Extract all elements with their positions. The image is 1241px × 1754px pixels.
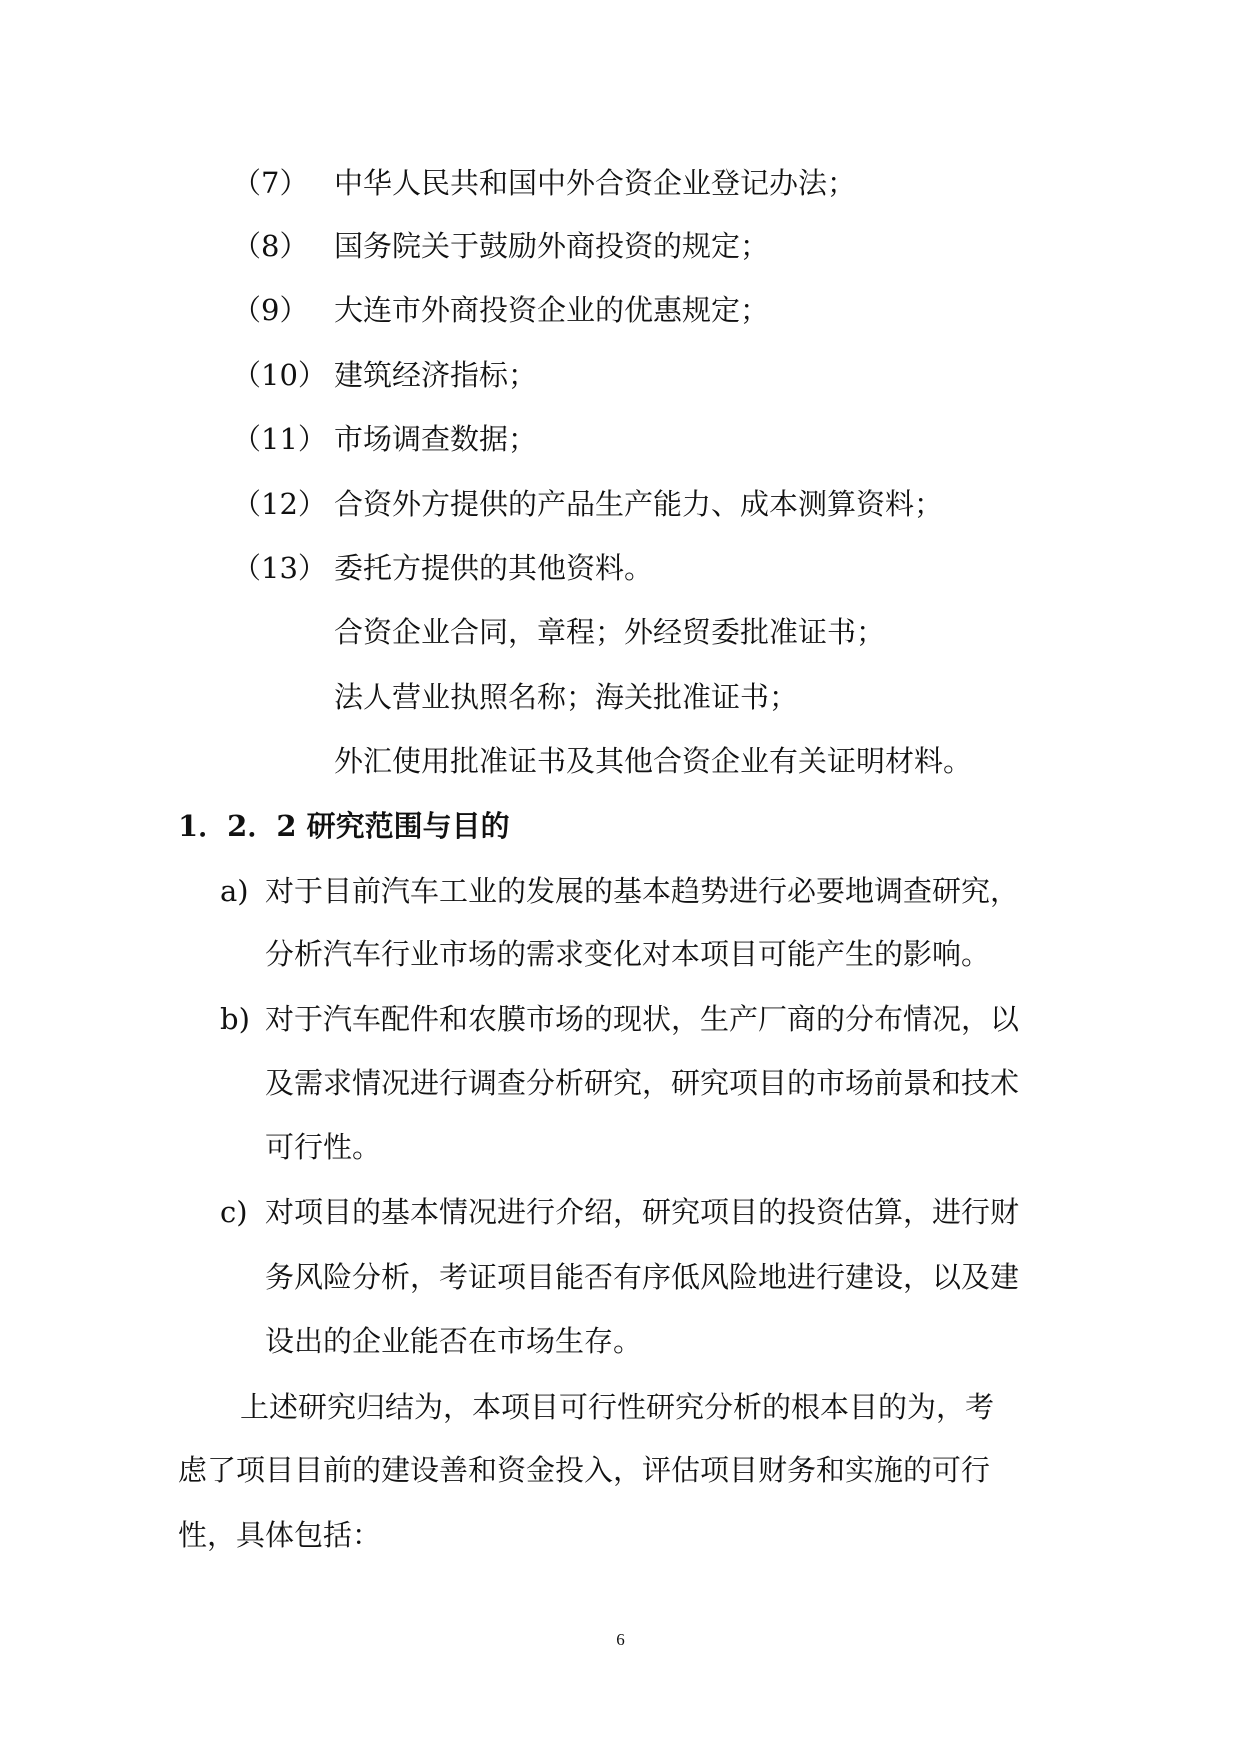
paragraph-line: 虑了项目目前的建设善和资金投入，评估项目财务和实施的可行 [178, 1453, 991, 1487]
sub-item: 合资企业合同，章程；外经贸委批准证书； [334, 615, 886, 649]
list-marker: c) [220, 1195, 248, 1229]
reference-number: （13） [232, 551, 327, 585]
list-text-line: 及需求情况进行调查分析研究，研究项目的市场前景和技术 [265, 1066, 1020, 1100]
sub-item: 法人营业执照名称；海关批准证书； [334, 680, 799, 714]
list-text-line: 务风险分析，考证项目能否有序低风险地进行建设，以及建 [265, 1260, 1020, 1294]
reference-number: （8） [232, 229, 309, 263]
reference-number: （11） [232, 422, 327, 456]
list-text-line: 分析汽车行业市场的需求变化对本项目可能产生的影响。 [265, 937, 991, 971]
list-text-line: 对于汽车配件和农膜市场的现状，生产厂商的分布情况，以 [265, 1002, 1020, 1036]
reference-number: （12） [232, 487, 327, 521]
list-text-line: 对于目前汽车工业的发展的基本趋势进行必要地调查研究， [265, 874, 1020, 908]
list-marker: a) [220, 874, 249, 908]
section-heading: 1．2．2 研究范围与目的 [178, 809, 510, 843]
list-marker: b) [220, 1002, 250, 1036]
reference-text: 国务院关于鼓励外商投资的规定； [334, 229, 770, 263]
list-text-line: 设出的企业能否在市场生存。 [265, 1324, 643, 1358]
reference-text: 大连市外商投资企业的优惠规定； [334, 293, 770, 327]
reference-number: （7） [232, 166, 309, 200]
sub-item: 外汇使用批准证书及其他合资企业有关证明材料。 [334, 744, 973, 778]
list-text-line: 对项目的基本情况进行介绍，研究项目的投资估算，进行财 [265, 1195, 1020, 1229]
reference-number: （10） [232, 358, 327, 392]
reference-text: 委托方提供的其他资料。 [334, 551, 654, 585]
paragraph-line: 上述研究归结为，本项目可行性研究分析的根本目的为，考 [240, 1390, 995, 1424]
reference-text: 建筑经济指标； [334, 358, 538, 392]
reference-text: 合资外方提供的产品生产能力、成本测算资料； [334, 487, 944, 521]
list-text-line: 可行性。 [265, 1130, 382, 1164]
reference-text: 中华人民共和国中外合资企业登记办法； [334, 166, 857, 200]
reference-number: （9） [232, 293, 309, 327]
paragraph-line: 性，具体包括： [178, 1518, 382, 1552]
page-number: 6 [616, 1630, 625, 1649]
reference-text: 市场调查数据； [334, 422, 538, 456]
